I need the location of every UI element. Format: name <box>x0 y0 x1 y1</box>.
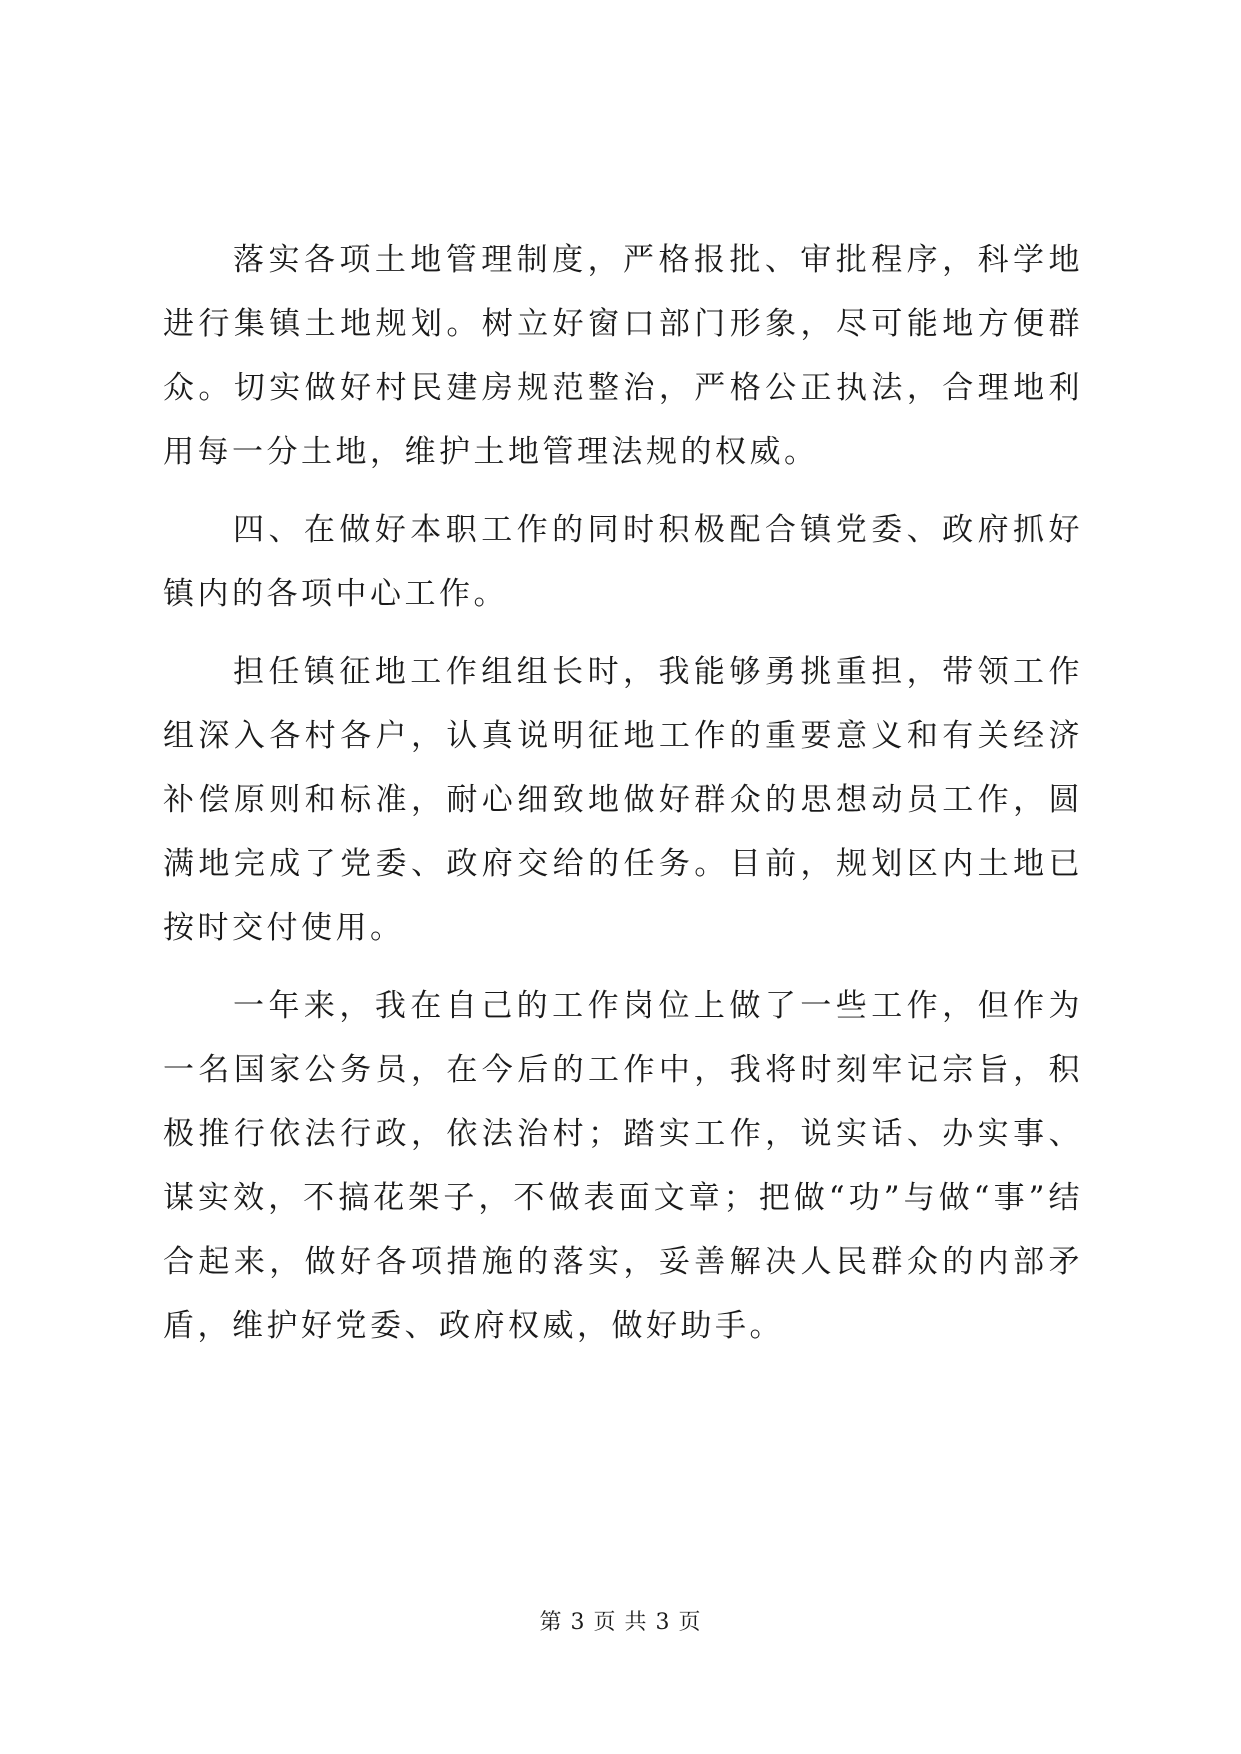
page-number-footer: 第 3 页 共 3 页 <box>539 1610 702 1635</box>
paragraph-land-management: 落实各项土地管理制度，严格报批、审批程序，科学地进行集镇土地规划。树立好窗口部门形象，尽可能地方便群众。切实做好村民建房规范整治，严格公正执法，合理地利用每一分土地，维护土地管理法规的权威。 <box>163 242 1083 470</box>
paragraph-year-summary: 一年来，我在自己的工作岗位上做了一些工作，但作为一名国家公务员，在今后的工作中，我将时刻牢记宗旨，积极推行依法行政，依法治村；踏实工作，说实话、办实事、谋实效，不搞花架子，不做表面文章；把做“功”与做“事”结合起来，做好各项措施的落实，妥善解决人民群众的内部矛盾，维护好党委、政府权威，做好助手。 <box>163 988 1083 1344</box>
paragraph-land-acquisition: 担任镇征地工作组组长时，我能够勇挑重担，带领工作组深入各村各户，认真说明征地工作的重要意义和有关经济补偿原则和标准，耐心细致地做好群众的思想动员工作，圆满地完成了党委、政府交给的任务。目前，规划区内土地已按时交付使用。 <box>163 654 1083 946</box>
document-body <box>163 228 1083 1372</box>
paragraph-section-four-heading: 四、在做好本职工作的同时积极配合镇党委、政府抓好镇内的各项中心工作。 <box>163 512 1083 612</box>
